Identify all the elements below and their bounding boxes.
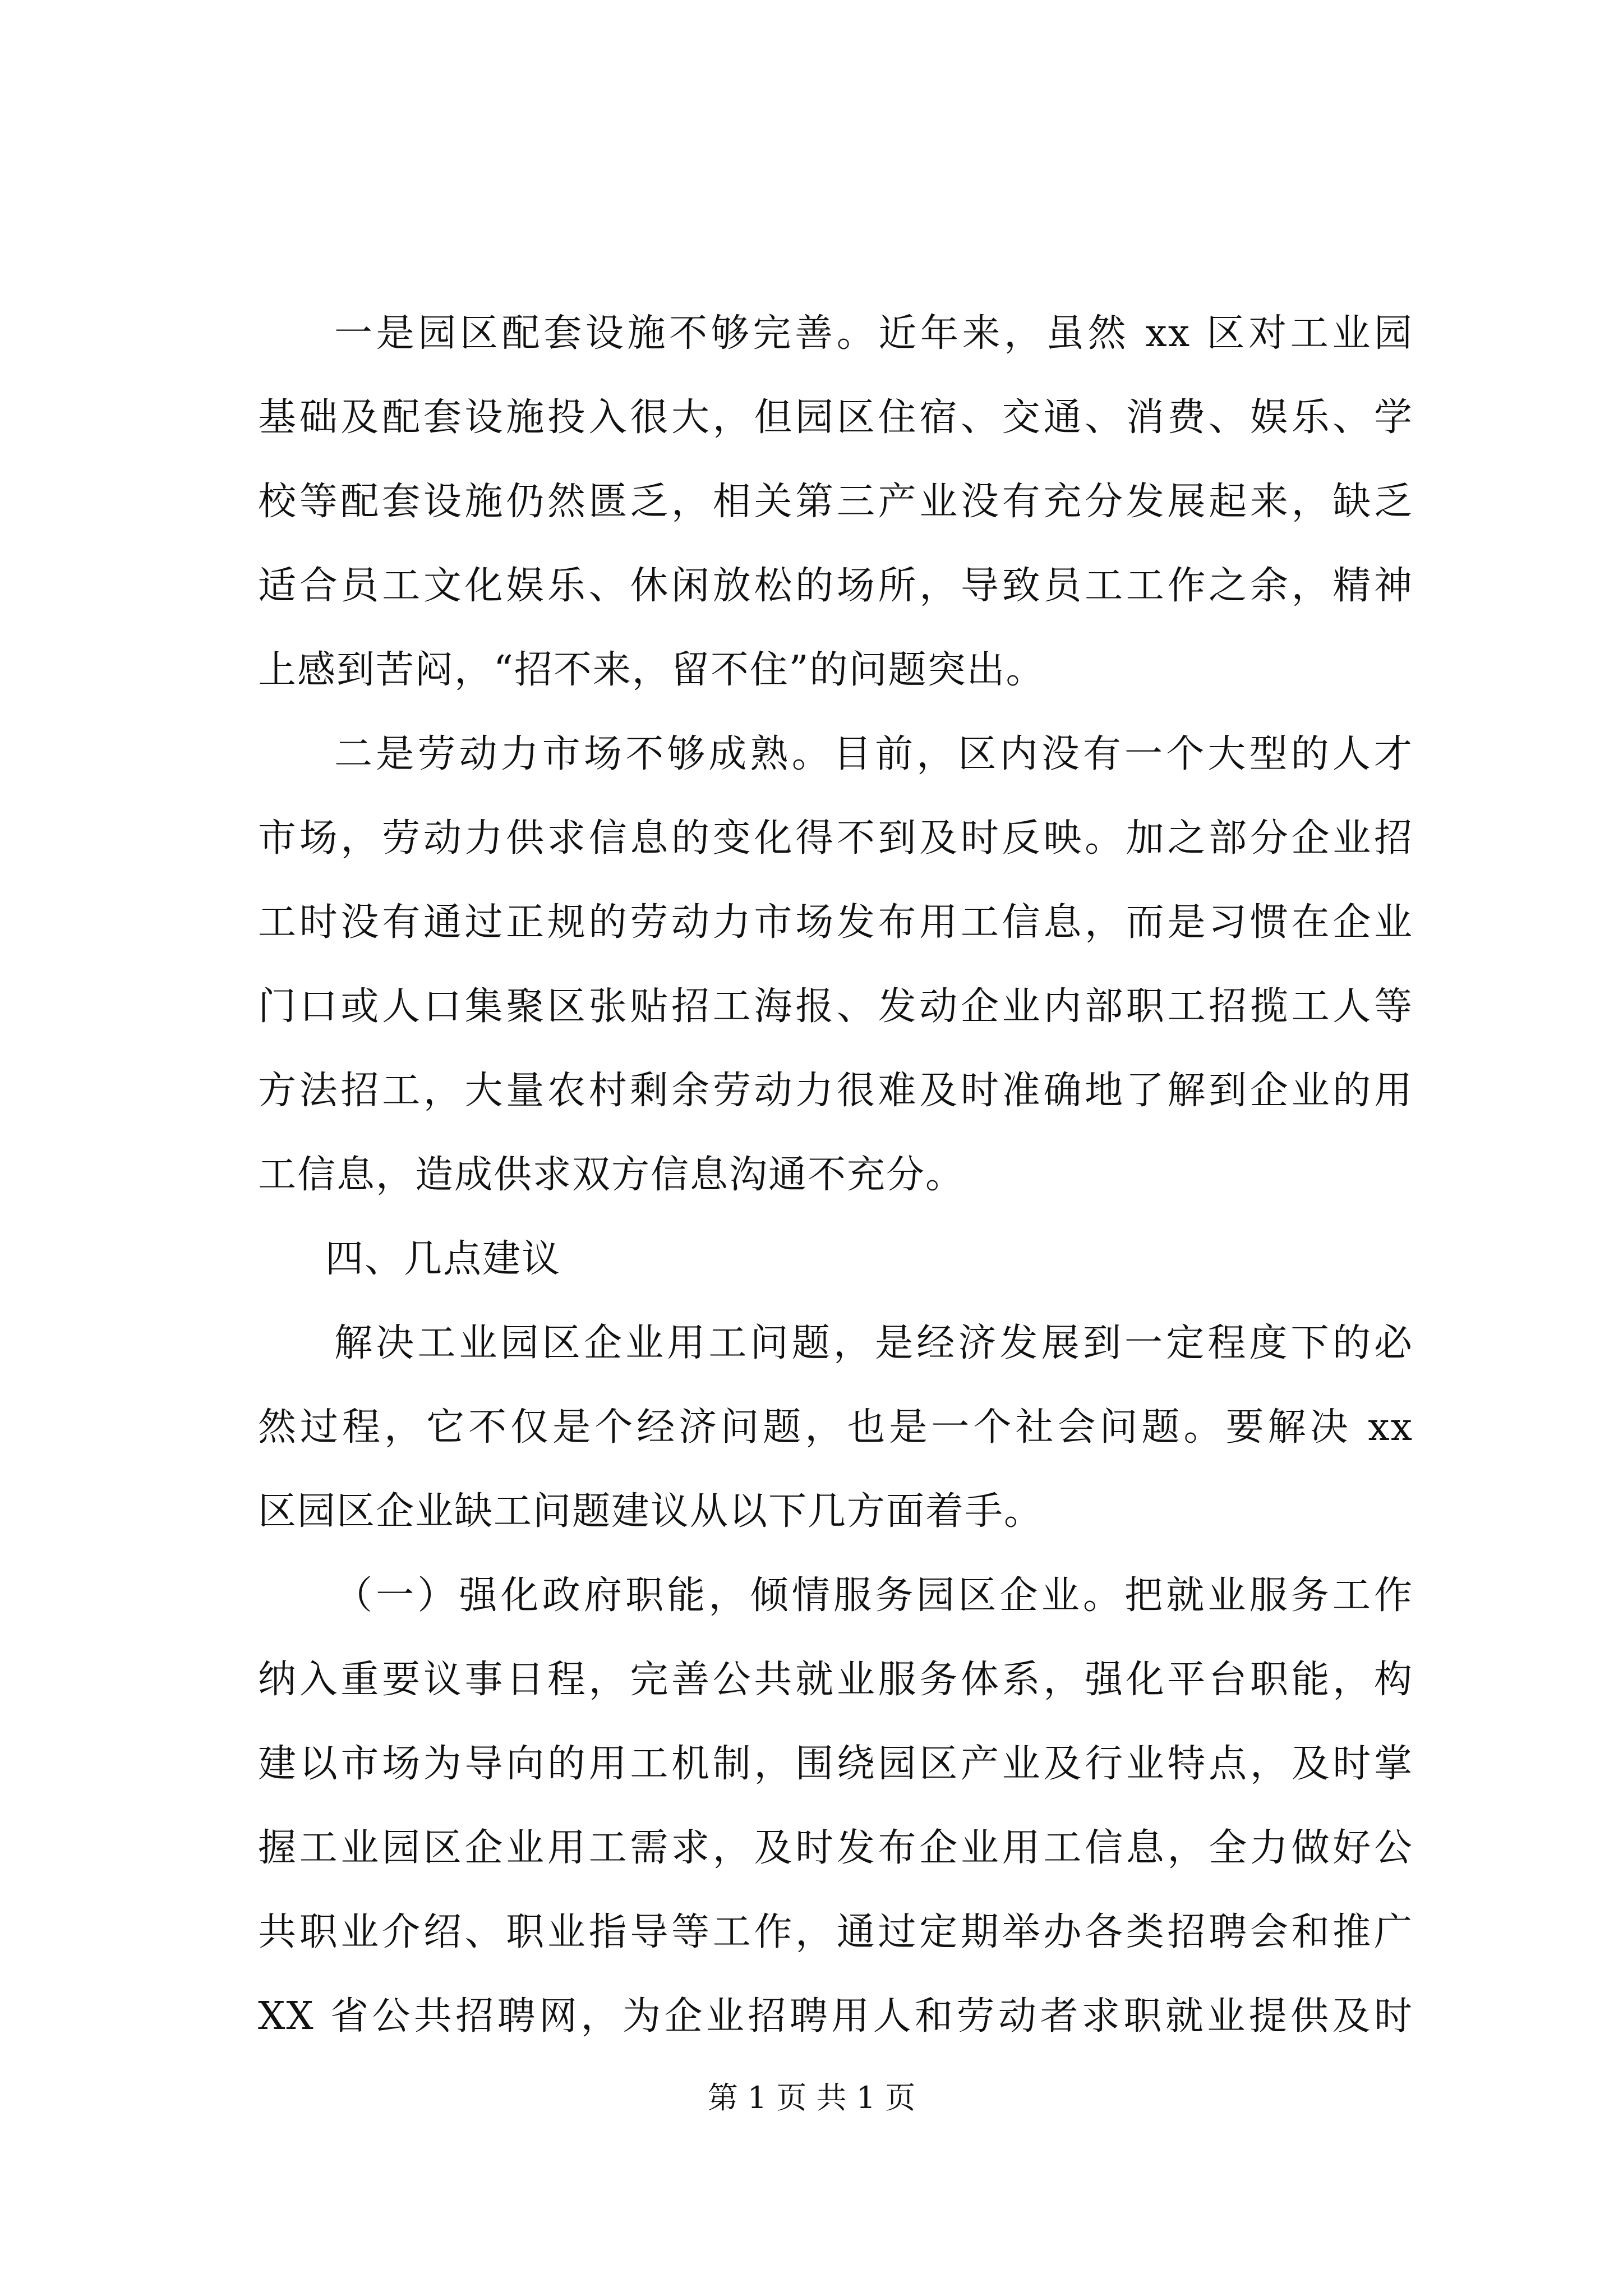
paragraph-1-line-4: 适合员工文化娱乐、休闲放松的场所，导致员工工作之余，精神 [258, 564, 1413, 608]
document-body [258, 292, 1413, 2059]
paragraph-2-line-3: 工时没有通过正规的劳动力市场发布用工信息，而是习惯在企业 [258, 900, 1413, 945]
paragraph-3-line-3: 区园区企业缺工问题建议从以下几方面着手。 [258, 1489, 1044, 1534]
paragraph-1-line-2: 基础及配套设施投入很大，但园区住宿、交通、消费、娱乐、学 [258, 395, 1413, 440]
paragraph-2-line-5: 方法招工，大量农村剩余劳动力很难及时准确地了解到企业的用 [258, 1069, 1413, 1113]
paragraph-1-line-5: 上感到苦闷，“招不来，留不住”的问题突出。 [258, 648, 1045, 692]
paragraph-4-line-4: 握工业园区企业用工需求，及时发布企业用工信息，全力做好公 [258, 1826, 1413, 1870]
paragraph-3-line-2: 然过程，它不仅是个经济问题，也是一个社会问题。要解决 xx [258, 1405, 1413, 1450]
paragraph-2-line-4: 门口或人口集聚区张贴招工海报、发动企业内部职工招揽工人等 [258, 984, 1413, 1029]
paragraph-3-line-1: 解决工业园区企业用工问题，是经济发展到一定程度下的必 [334, 1321, 1413, 1365]
paragraph-4-line-1: （一）强化政府职能，倾情服务园区企业。把就业服务工作 [334, 1573, 1413, 1618]
paragraph-1-line-3: 校等配套设施仍然匮乏，相关第三产业没有充分发展起来，缺乏 [258, 480, 1413, 524]
section-heading: 四、几点建议 [325, 1237, 561, 1281]
paragraph-1-line-1: 一是园区配套设施不够完善。近年来，虽然 xx 区对工业园 [334, 311, 1413, 356]
paragraph-2-line-1: 二是劳动力市场不够成熟。目前，区内没有一个大型的人才 [334, 732, 1413, 776]
paragraph-4-line-2: 纳入重要议事日程，完善公共就业服务体系，强化平台职能，构 [258, 1658, 1413, 1702]
paragraph-4-line-3: 建以市场为导向的用工机制，围绕园区产业及行业特点，及时掌 [258, 1742, 1413, 1786]
paragraph-2-line-2: 市场，劳动力供求信息的变化得不到及时反映。加之部分企业招 [258, 816, 1413, 861]
paragraph-4-line-5: 共职业介绍、职业指导等工作，通过定期举办各类招聘会和推广 [258, 1910, 1413, 1954]
paragraph-2-line-6: 工信息，造成供求双方信息沟通不充分。 [258, 1153, 965, 1197]
page-footer: 第 1 页 共 1 页 [707, 2080, 916, 2115]
paragraph-4-line-6: XX 省公共招聘网，为企业招聘用人和劳动者求职就业提供及时 [258, 1994, 1413, 2039]
